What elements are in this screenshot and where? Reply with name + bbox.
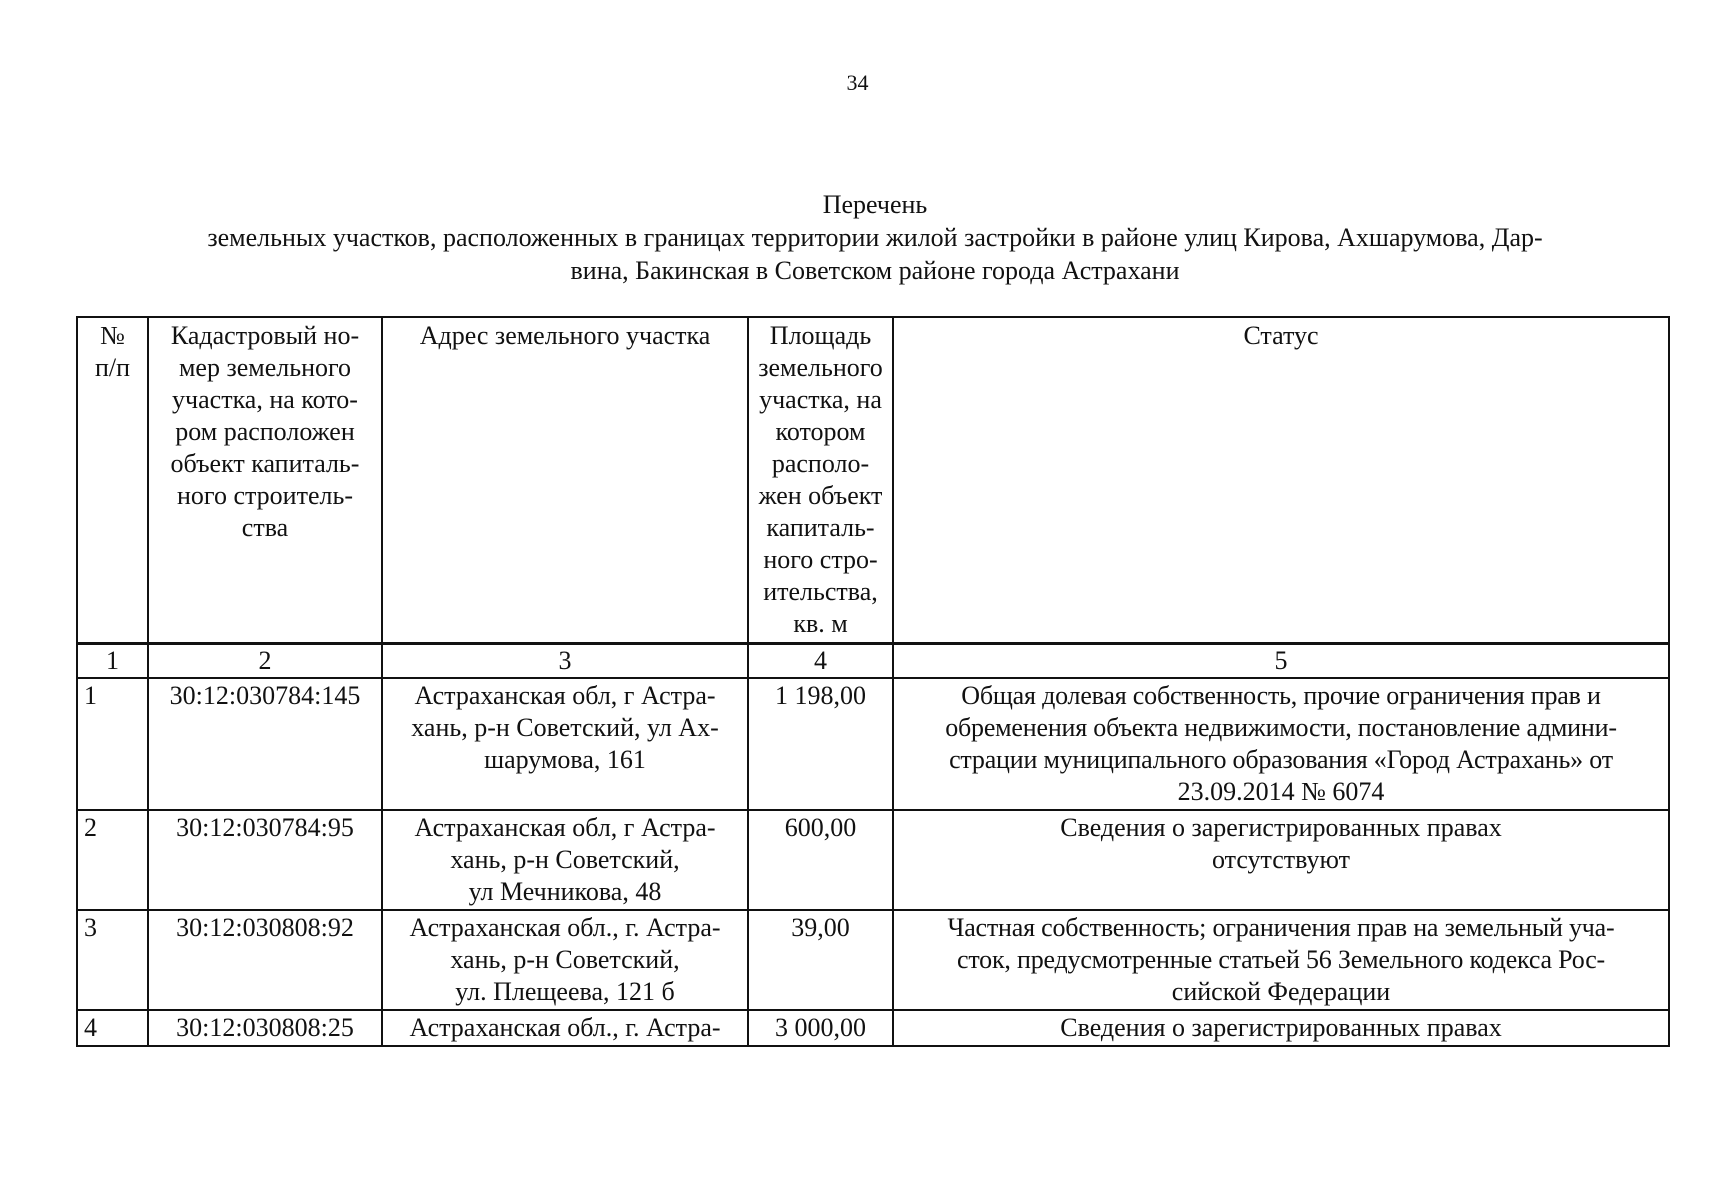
- cell-cadastral: 30:12:030784:95: [148, 810, 382, 910]
- status-line: обременения объекта недвижимости, постановление админи-: [945, 713, 1617, 742]
- header-line: участка, на: [759, 385, 882, 414]
- column-number-row: [77, 644, 1669, 679]
- status-line: Частная собственность; ограничения прав на земельный уча-: [947, 913, 1615, 942]
- heading-line-1: Перечень: [822, 190, 928, 219]
- address-line: Астраханская обл., г. Астра-: [409, 913, 721, 942]
- status-line: Сведения о зарегистрированных правах: [1060, 813, 1502, 842]
- header-line: п/п: [94, 353, 131, 382]
- header-line: земельного: [758, 353, 883, 382]
- header-line: располо-: [771, 449, 870, 478]
- cell-cadastral: 30:12:030808:25: [148, 1010, 382, 1046]
- cell-num: 4: [77, 1010, 148, 1046]
- header-line: Адрес земельного участка: [419, 321, 711, 350]
- header-num: [77, 317, 148, 644]
- cell-area: 3 000,00: [748, 1010, 893, 1046]
- cell-num: 3: [77, 910, 148, 1010]
- cell-area: 1 198,00: [748, 678, 893, 810]
- status-line: страции муниципального образования «Город Астрахань» от: [949, 745, 1613, 774]
- status-line: сийской Федерации: [1171, 977, 1391, 1006]
- header-status: [893, 317, 1669, 644]
- land-plots-table: [76, 316, 1670, 1047]
- address-line: хань, р-н Советский,: [450, 845, 680, 874]
- status-line: сток, предусмотренные статьей 56 Земельного кодекса Рос-: [957, 945, 1605, 974]
- header-line: ства: [241, 513, 289, 542]
- header-line: кв. м: [793, 609, 848, 638]
- table-row: [77, 1010, 1669, 1046]
- document-heading: [120, 188, 1630, 287]
- address-line: ул. Плещеева, 121 б: [455, 977, 675, 1006]
- header-line: жен объект: [758, 481, 883, 510]
- cell-area: 39,00: [748, 910, 893, 1010]
- header-line: Кадастровый но-: [170, 321, 360, 350]
- address-line: шарумова, 161: [484, 745, 646, 774]
- status-line: отсутствуют: [1212, 845, 1350, 874]
- header-line: объект капиталь-: [170, 449, 360, 478]
- header-line: ного строитель-: [177, 481, 353, 510]
- header-area: [748, 317, 893, 644]
- cell-address: [382, 910, 748, 1010]
- header-line: котором: [775, 417, 866, 446]
- table-header-row: [77, 317, 1669, 644]
- column-number: 3: [382, 644, 748, 679]
- heading-line-3: вина, Бакинская в Советском районе города Астрахани: [570, 256, 1180, 285]
- cell-status: [893, 1010, 1669, 1046]
- table-row: [77, 810, 1669, 910]
- address-line: Астраханская обл, г Астра-: [414, 681, 716, 710]
- page-number: 34: [846, 70, 869, 95]
- cell-address: [382, 810, 748, 910]
- header-line: мер земельного: [178, 353, 352, 382]
- address-line: хань, р-н Советский,: [450, 945, 680, 974]
- column-number: 4: [748, 644, 893, 679]
- cell-num: 2: [77, 810, 148, 910]
- cell-address: [382, 678, 748, 810]
- column-number: 5: [893, 644, 1669, 679]
- header-line: ром расположен: [175, 417, 355, 446]
- table-row: [77, 678, 1669, 810]
- heading-line-2: земельных участков, расположенных в границах территории жилой застройки в районе улиц Кирова, Ахшарумова, Дар-: [207, 223, 1543, 252]
- cell-address: [382, 1010, 748, 1046]
- header-address: [382, 317, 748, 644]
- header-cadastral: [148, 317, 382, 644]
- status-line: Сведения о зарегистрированных правах: [1060, 1013, 1502, 1042]
- address-line: ул Мечникова, 48: [468, 877, 662, 906]
- cell-status: [893, 910, 1669, 1010]
- status-line: 23.09.2014 № 6074: [1177, 777, 1385, 806]
- column-number: 1: [77, 644, 148, 679]
- header-line: капиталь-: [766, 513, 875, 542]
- header-line: ного стро-: [763, 545, 878, 574]
- table-row: [77, 910, 1669, 1010]
- cell-cadastral: 30:12:030808:92: [148, 910, 382, 1010]
- cell-num: 1: [77, 678, 148, 810]
- address-line: хань, р-н Советский, ул Ах-: [411, 713, 719, 742]
- cell-cadastral: 30:12:030784:145: [148, 678, 382, 810]
- cell-area: 600,00: [748, 810, 893, 910]
- header-line: Статус: [1243, 321, 1319, 350]
- column-number: 2: [148, 644, 382, 679]
- cell-status: [893, 810, 1669, 910]
- status-line: Общая долевая собственность, прочие ограничения прав и: [961, 681, 1601, 710]
- header-line: ительства,: [763, 577, 878, 606]
- header-line: №: [100, 321, 125, 350]
- header-line: участка, на кото-: [172, 385, 358, 414]
- cell-status: [893, 678, 1669, 810]
- address-line: Астраханская обл., г. Астра-: [409, 1013, 721, 1042]
- address-line: Астраханская обл, г Астра-: [414, 813, 716, 842]
- header-line: Площадь: [769, 321, 872, 350]
